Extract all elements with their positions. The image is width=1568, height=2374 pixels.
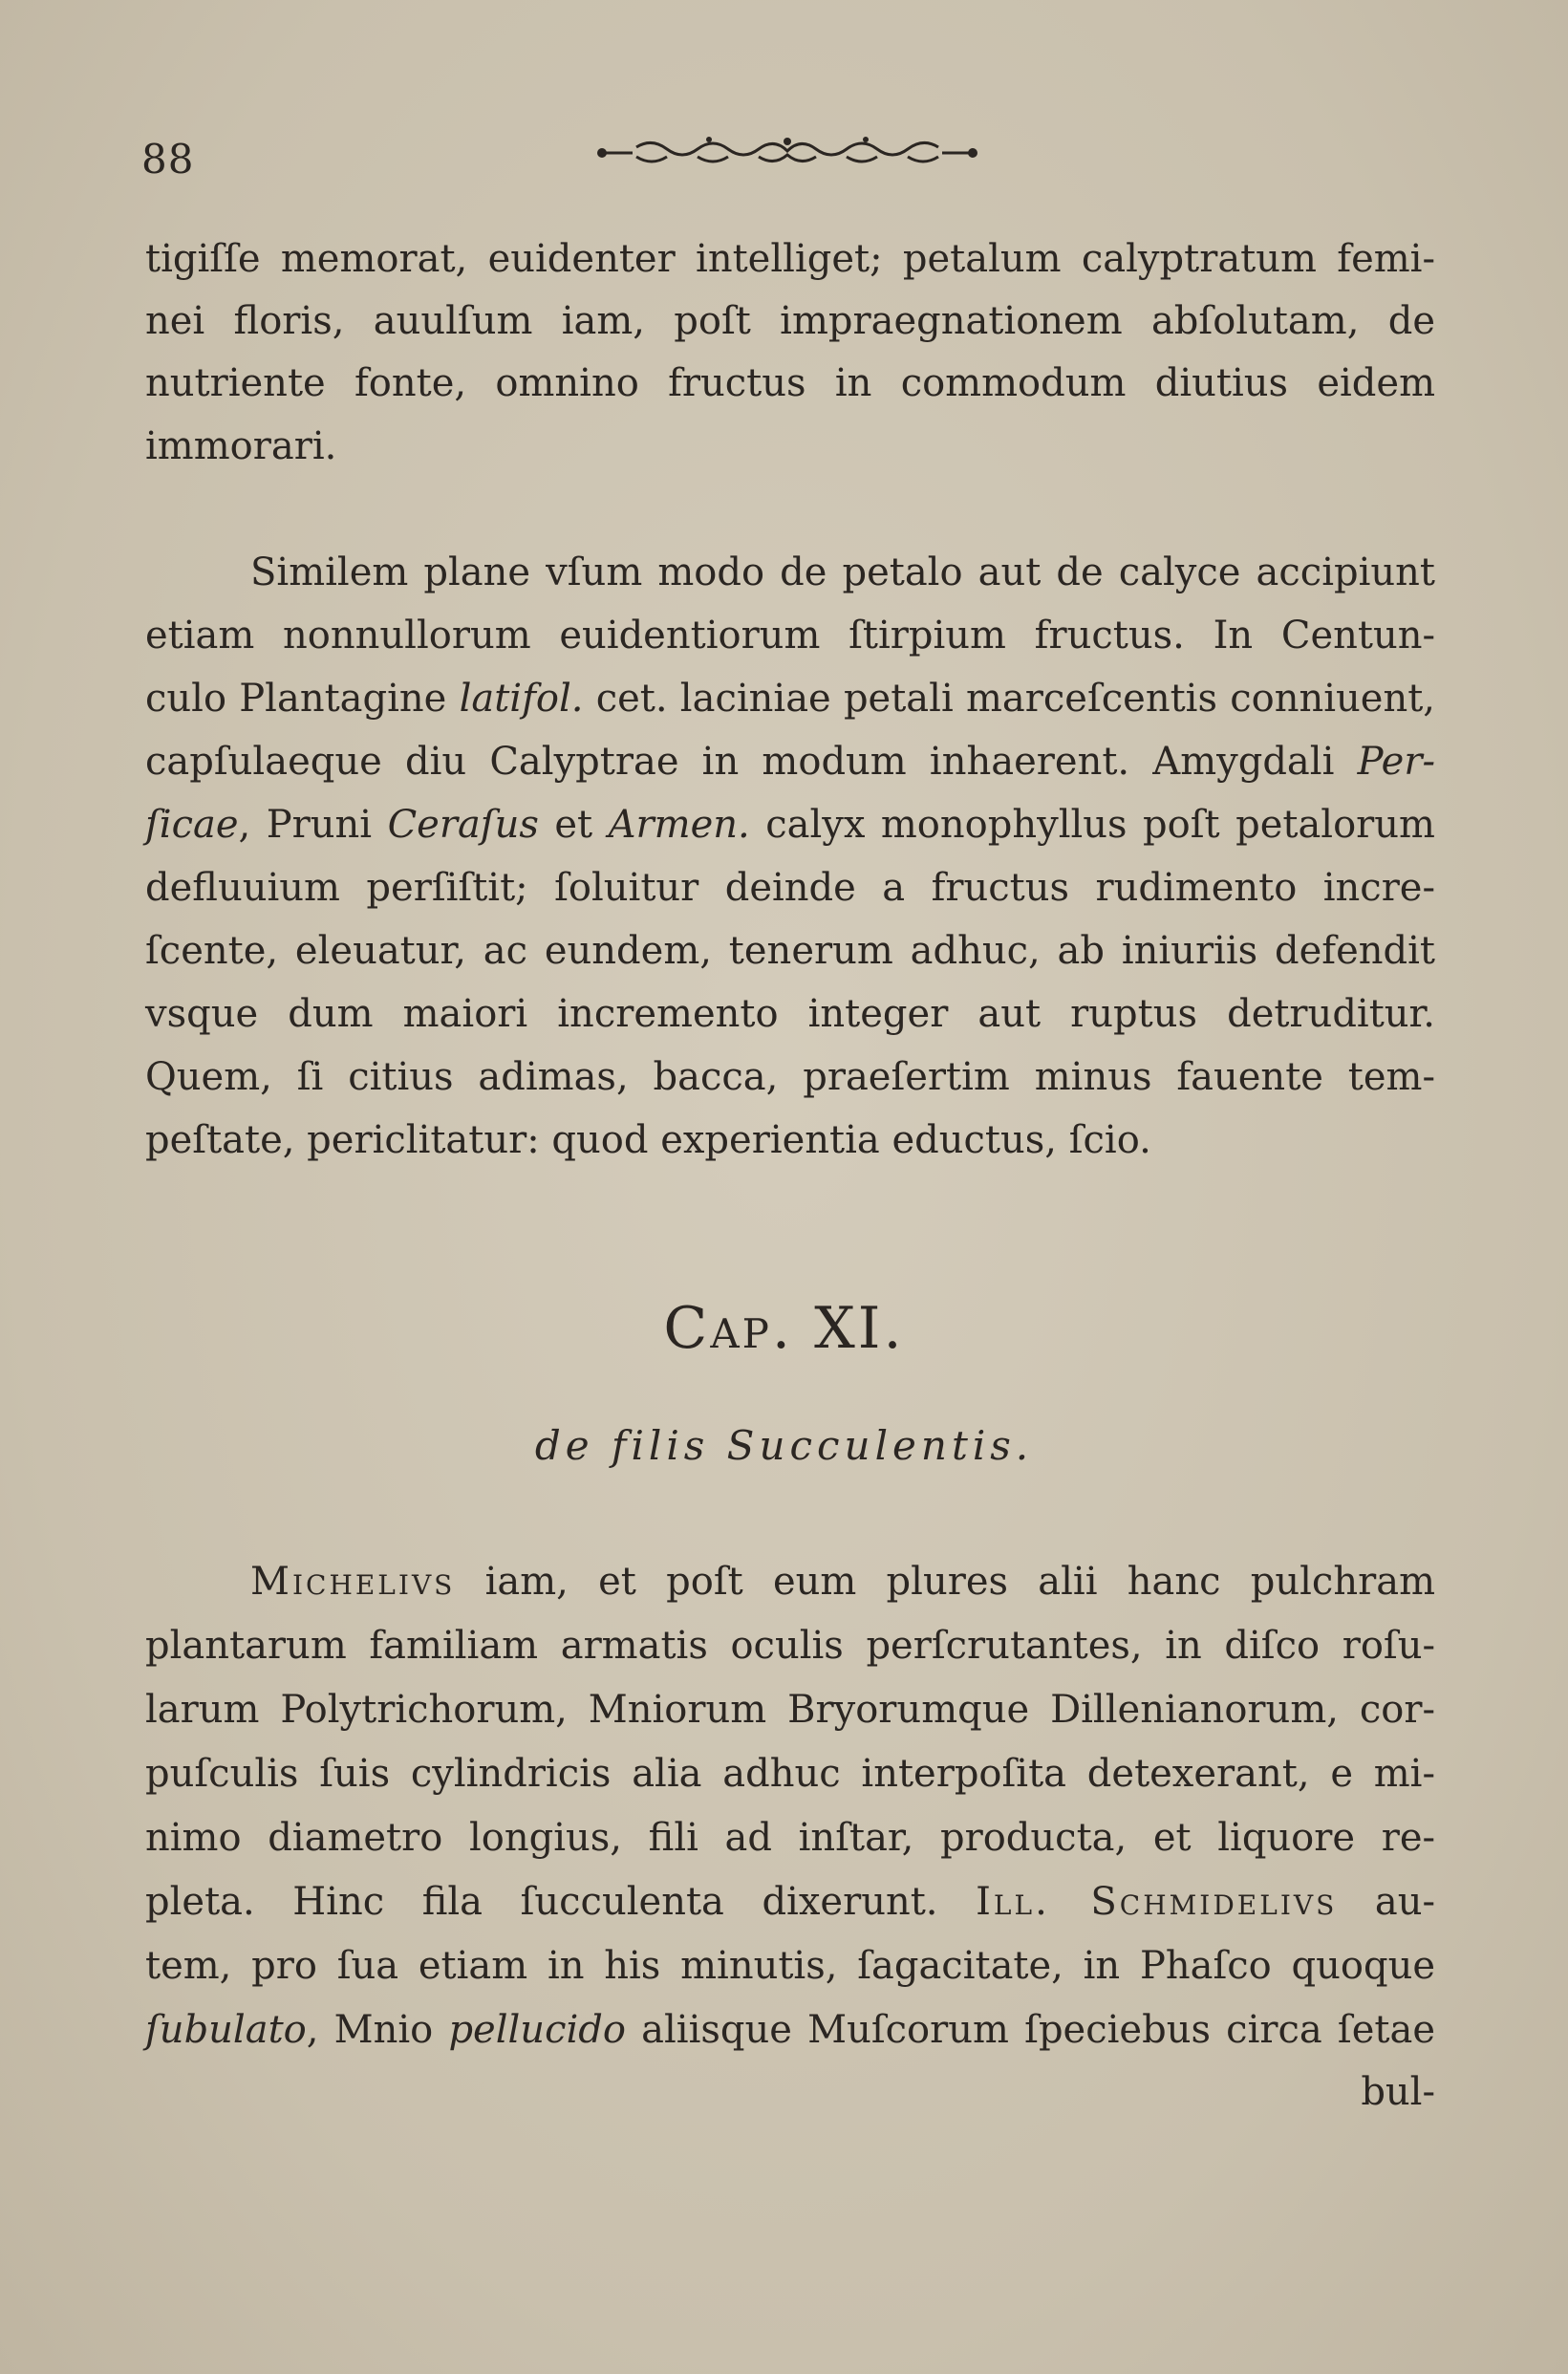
text-line: nutriente fonte, omnino fructus in commodum diutius eidem bbox=[145, 361, 1435, 405]
text-line: Similem plane vſum modo de petalo aut de calyce accipiunt bbox=[250, 550, 1435, 594]
catchword: bul- bbox=[1361, 2070, 1435, 2114]
text-line: nimo diametro longius, fili ad inſtar, producta, et liquore re- bbox=[145, 1816, 1435, 1860]
text-line: capſulaeque diu Calyptrae in modum inhaerent. Amygdali Per- bbox=[145, 740, 1435, 784]
chapter-title: Cap. XI. bbox=[663, 1295, 905, 1362]
chapter-subtitle: de filis Succulentis. bbox=[534, 1422, 1034, 1469]
text-line: Michelivs iam, et poſt eum plures alii hanc pulchram bbox=[250, 1560, 1435, 1604]
text-line: etiam nonnullorum euidentiorum ſtirpium fructus. In Centun- bbox=[145, 614, 1435, 658]
text-line: culo Plantagine latifol. cet. laciniae petali marceſcentis conniuent, bbox=[145, 677, 1435, 721]
text-line: ſubulato, Mnio pellucido aliisque Muſcorum ſpeciebus circa ſetae bbox=[145, 2008, 1435, 2052]
text-line: nei floris, auulſum iam, poſt impraegnationem abſolutam, de bbox=[145, 299, 1435, 343]
text-line: pleta. Hinc fila ſucculenta dixerunt. Ill. Schmidelivs au- bbox=[145, 1880, 1435, 1924]
text-line: ſicae, Pruni Ceraſus et Armen. calyx monophyllus poſt petalorum bbox=[145, 803, 1435, 847]
text-line: vsque dum maiori incremento integer aut ruptus detruditur. bbox=[145, 992, 1435, 1036]
text-line: defluuium perſiſtit; ſoluitur deinde a fructus rudimento incre- bbox=[145, 866, 1435, 910]
text-line: larum Polytrichorum, Mniorum Bryorumque Dillenianorum, cor- bbox=[145, 1688, 1435, 1732]
text-line: puſculis ſuis cylindricis alia adhuc interpoſita detexerant, e mi- bbox=[145, 1752, 1435, 1796]
text-line: plantarum familiam armatis oculis perſcrutantes, in diſco roſu- bbox=[145, 1624, 1435, 1668]
header-ornament bbox=[594, 132, 980, 172]
text-line: Quem, ſi citius adimas, bacca, praeſertim minus fauente tem- bbox=[145, 1055, 1435, 1099]
text-line: immorari. bbox=[145, 424, 337, 468]
page-number: 88 bbox=[141, 136, 195, 183]
text-line: tem, pro ſua etiam in his minutis, ſagacitate, in Phaſco quoque bbox=[145, 1944, 1435, 1988]
text-line: tigiſſe memorat, euidenter intelliget; petalum calyptratum femi- bbox=[145, 237, 1435, 281]
text-line: peſtate, periclitatur: quod experientia eductus, ſcio. bbox=[145, 1118, 1151, 1162]
text-line: ſcente, eleuatur, ac eundem, tenerum adhuc, ab iniuriis defendit bbox=[145, 929, 1435, 973]
